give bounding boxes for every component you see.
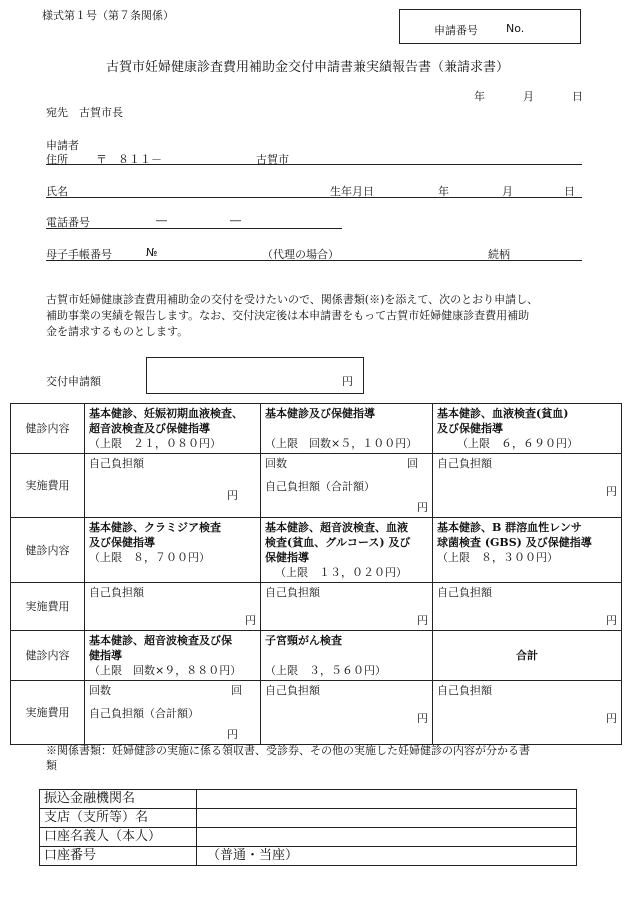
bank-account-field[interactable]: [197, 847, 577, 866]
bank-holder-label: 口座名義人（本人）: [40, 828, 197, 847]
addressee: 宛先 古賀市長: [46, 106, 123, 119]
note-line: ※関係書類：妊婦健診の実施に係る領収書、受診券、その他の実施した妊婦健診の内容が分かる書: [46, 744, 530, 757]
name-label: 氏名: [46, 185, 68, 198]
body-line: 金を請求するものとします。: [46, 325, 189, 338]
self-pay-label: 自己負担額: [89, 457, 144, 470]
checkup-limit: （上限 ３，５６０円）: [265, 664, 386, 677]
cost-cell[interactable]: [261, 583, 433, 631]
yen-unit: 円: [417, 614, 428, 627]
checkup-cell: [85, 404, 261, 454]
address-city: 古賀市: [256, 153, 289, 166]
phone-dash-2: ―: [230, 214, 241, 227]
self-pay-label: 自己負担額: [437, 684, 492, 697]
note-line: 類: [46, 759, 57, 772]
label-content: 健診内容: [11, 518, 85, 583]
application-number-no: No.: [506, 22, 525, 35]
checkup-limit: （上限 ８，３００円）: [437, 551, 558, 564]
application-number-label: 申請番号: [434, 24, 478, 37]
birth-month: 月: [502, 185, 513, 198]
count-label: 回数: [265, 457, 287, 470]
application-number-box[interactable]: [399, 9, 581, 44]
checkup-text: 検査(貧血、グルコース) 及び: [265, 536, 411, 549]
self-pay-label: 自己負担額: [89, 586, 144, 599]
checkup-text: 基本健診、血液検査(貧血): [437, 407, 569, 420]
checkup-limit: （上限 ８，７００円）: [89, 551, 210, 564]
handbook-field[interactable]: [46, 260, 582, 261]
count-unit: 回: [407, 457, 418, 470]
checkup-limit: （上限 ６，６９０円）: [457, 437, 578, 450]
checkup-text: 基本健診、超音波検査、血液: [265, 521, 408, 534]
count-unit: 回: [231, 684, 242, 697]
date-month: 月: [523, 90, 534, 103]
body-line: 補助事業の実績を報告します。なお、交付決定後は本申請書をもって古賀市妊婦健康診査費用補助: [46, 309, 530, 322]
grant-amount-label: 交付申請額: [46, 375, 101, 388]
note: [46, 743, 530, 773]
checkup-text: 基本健診、超音波検査及び保: [89, 634, 232, 647]
page-title: 古賀市妊婦健康診査費用補助金交付申請書兼実績報告書（兼請求書）: [106, 60, 510, 75]
cost-cell[interactable]: [433, 681, 622, 745]
checkup-limit: （上限 １３，０２０円）: [275, 566, 407, 579]
checkup-cell: [85, 631, 261, 681]
checkup-text: 超音波検査及び保健指導: [89, 422, 210, 435]
phone-dash-1: ―: [156, 214, 167, 227]
label-cost: 実施費用: [11, 681, 85, 745]
yen-unit: 円: [417, 712, 428, 725]
checkup-text: 及び保健指導: [89, 536, 155, 549]
checkup-cell: [85, 518, 261, 583]
birth-day: 日: [564, 185, 575, 198]
checkup-cell: [261, 518, 433, 583]
address-label: 住所: [46, 153, 68, 166]
birth-label: 生年月日: [330, 185, 374, 198]
yen-unit: 円: [606, 485, 617, 498]
checkup-limit: （上限 回数×９，８８０円）: [89, 664, 242, 677]
relation-label: 続柄: [488, 248, 510, 261]
checkup-text: 基本健診、クラミジア検査: [89, 521, 221, 534]
birth-year: 年: [438, 185, 449, 198]
count-label: 回数: [89, 684, 111, 697]
yen-unit: 円: [417, 501, 428, 514]
grant-amount-unit: 円: [342, 375, 353, 388]
yen-unit: 円: [245, 614, 256, 627]
cost-cell[interactable]: [85, 454, 261, 518]
yen-unit: 円: [606, 712, 617, 725]
bank-institution-field[interactable]: [197, 790, 577, 809]
bank-account-label: 口座番号: [40, 847, 197, 866]
proxy-label: （代理の場合）: [262, 248, 339, 261]
label-cost: 実施費用: [11, 583, 85, 631]
applicant-heading: 申請者: [46, 139, 79, 152]
checkup-cell: [433, 404, 622, 454]
bank-branch-field[interactable]: [197, 809, 577, 828]
self-pay-label: 自己負担額: [437, 457, 492, 470]
checkup-text: 及び保健指導: [437, 422, 503, 435]
checkup-table: [10, 403, 622, 745]
postal-code: 〒 ８１１－: [96, 153, 162, 166]
cost-cell[interactable]: [261, 681, 433, 745]
cost-cell[interactable]: [261, 454, 433, 518]
self-pay-total-label: 自己負担額（合計額）: [265, 480, 375, 493]
handbook-label: 母子手帳番号: [46, 248, 112, 261]
yen-unit: 円: [227, 728, 238, 741]
bank-institution-label: 振込金融機関名: [40, 790, 197, 809]
checkup-cell: [261, 404, 433, 454]
date-year: 年: [474, 90, 485, 103]
total-label: 合計: [433, 631, 622, 681]
cost-cell[interactable]: [433, 454, 622, 518]
checkup-text: 保健指導: [265, 551, 309, 564]
self-pay-label: 自己負担額: [437, 586, 492, 599]
self-pay-label: 自己負担額: [265, 586, 320, 599]
date-day: 日: [572, 90, 583, 103]
body-line: 古賀市妊婦健康診査費用補助金の交付を受けたいので、関係書類(※)を添えて、次のとおり申請し、: [46, 293, 539, 306]
label-content: 健診内容: [11, 631, 85, 681]
checkup-text: 基本健診及び保健指導: [265, 407, 375, 420]
checkup-limit: （上限 回数×５，１００円）: [265, 437, 418, 450]
yen-unit: 円: [227, 489, 238, 502]
label-content: 健診内容: [11, 404, 85, 454]
checkup-text: 子宮頸がん検査: [265, 634, 342, 647]
name-field[interactable]: [46, 197, 582, 198]
checkup-cell: [261, 631, 433, 681]
handbook-no: №: [146, 246, 158, 259]
bank-account-type: （普通・当座）: [207, 848, 299, 863]
checkup-text: 基本健診、妊娠初期血液検査、: [89, 407, 243, 420]
bank-branch-label: 支店（支所等）名: [40, 809, 197, 828]
cost-cell[interactable]: [85, 583, 261, 631]
self-pay-total-label: 自己負担額（合計額）: [89, 707, 199, 720]
bank-holder-field[interactable]: [197, 828, 577, 847]
checkup-text: 基本健診、B 群溶血性レンサ: [437, 521, 582, 534]
cost-cell[interactable]: [433, 583, 622, 631]
body-text: [46, 292, 538, 340]
form-id: 様式第１号（第７条関係）: [42, 9, 174, 22]
self-pay-label: 自己負担額: [265, 684, 320, 697]
phone-field[interactable]: [46, 228, 342, 229]
checkup-text: 健指導: [89, 649, 122, 662]
bank-table: [39, 789, 577, 866]
checkup-text: 球菌検査 (GBS) 及び保健指導: [437, 536, 592, 549]
phone-label: 電話番号: [46, 216, 90, 229]
grant-amount-field[interactable]: [146, 357, 364, 394]
cost-cell[interactable]: [85, 681, 261, 745]
yen-unit: 円: [606, 614, 617, 627]
checkup-limit: （上限 ２１，０８０円）: [89, 437, 221, 450]
checkup-cell: [433, 518, 622, 583]
label-cost: 実施費用: [11, 454, 85, 518]
address-field[interactable]: [46, 164, 582, 165]
